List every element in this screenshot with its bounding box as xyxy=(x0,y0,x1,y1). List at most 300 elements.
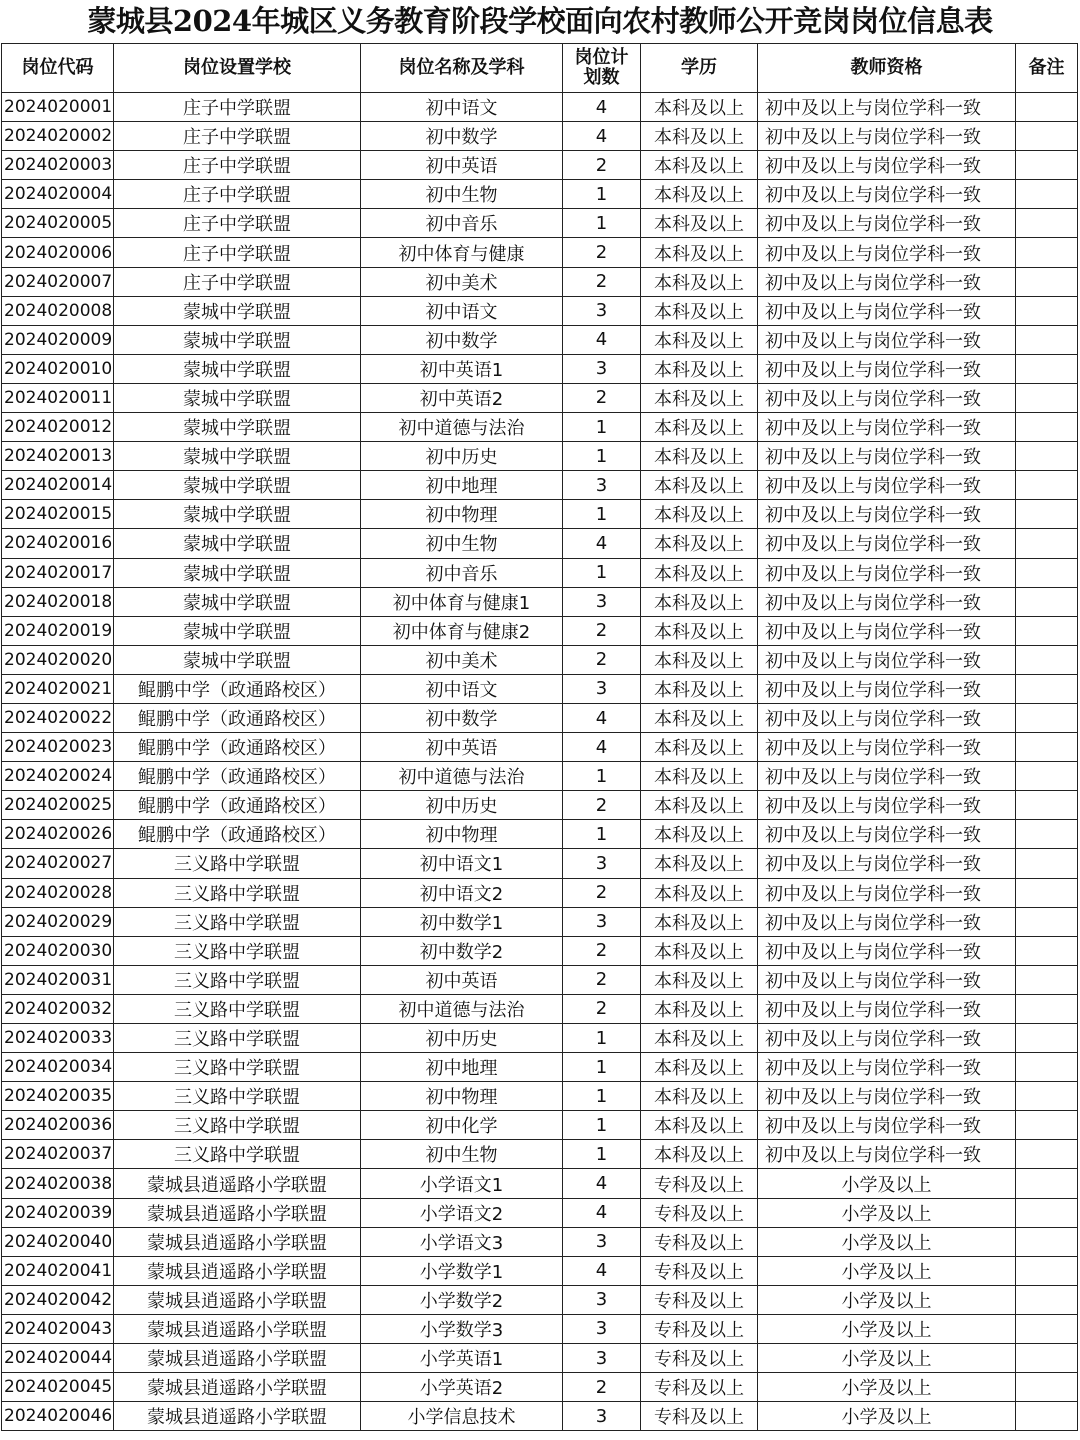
cell-remark xyxy=(1016,674,1078,703)
cell-remark xyxy=(1016,238,1078,267)
cell-position: 初中地理 xyxy=(361,1053,563,1082)
cell-code: 2024020016 xyxy=(2,529,114,558)
cell-count: 4 xyxy=(563,529,641,558)
cell-education: 本科及以上 xyxy=(641,674,758,703)
cell-position: 初中物理 xyxy=(361,820,563,849)
cell-remark xyxy=(1016,965,1078,994)
cell-school: 蒙城中学联盟 xyxy=(114,529,361,558)
cell-education: 专科及以上 xyxy=(641,1169,758,1198)
cell-remark xyxy=(1016,354,1078,383)
cell-code: 2024020028 xyxy=(2,878,114,907)
cell-education: 本科及以上 xyxy=(641,587,758,616)
cell-education: 本科及以上 xyxy=(641,354,758,383)
cell-school: 庄子中学联盟 xyxy=(114,180,361,209)
cell-school: 蒙城县逍遥路小学联盟 xyxy=(114,1169,361,1198)
header-code: 岗位代码 xyxy=(2,44,114,93)
cell-count: 2 xyxy=(563,878,641,907)
cell-school: 三义路中学联盟 xyxy=(114,1024,361,1053)
cell-education: 本科及以上 xyxy=(641,180,758,209)
cell-education: 本科及以上 xyxy=(641,616,758,645)
cell-school: 庄子中学联盟 xyxy=(114,93,361,122)
header-position: 岗位名称及学科 xyxy=(361,44,563,93)
cell-count: 1 xyxy=(563,762,641,791)
cell-qualification: 小学及以上 xyxy=(758,1169,1016,1198)
cell-qualification: 初中及以上与岗位学科一致 xyxy=(758,587,1016,616)
table-row xyxy=(2,1024,1078,1053)
cell-count: 2 xyxy=(563,791,641,820)
cell-education: 本科及以上 xyxy=(641,762,758,791)
cell-position: 初中数学 xyxy=(361,122,563,151)
table-row xyxy=(2,500,1078,529)
cell-qualification: 初中及以上与岗位学科一致 xyxy=(758,703,1016,732)
cell-remark xyxy=(1016,383,1078,412)
cell-code: 2024020033 xyxy=(2,1024,114,1053)
header-school: 岗位设置学校 xyxy=(114,44,361,93)
cell-code: 2024020032 xyxy=(2,994,114,1023)
cell-position: 小学语文3 xyxy=(361,1227,563,1256)
table-row xyxy=(2,645,1078,674)
cell-code: 2024020017 xyxy=(2,558,114,587)
cell-school: 三义路中学联盟 xyxy=(114,878,361,907)
cell-position: 小学英语2 xyxy=(361,1373,563,1402)
cell-remark xyxy=(1016,180,1078,209)
cell-position: 小学数学1 xyxy=(361,1256,563,1285)
cell-position: 初中地理 xyxy=(361,471,563,500)
cell-school: 蒙城县逍遥路小学联盟 xyxy=(114,1373,361,1402)
cell-education: 本科及以上 xyxy=(641,645,758,674)
cell-count: 1 xyxy=(563,1140,641,1169)
positions-table xyxy=(1,43,1078,1431)
table-row xyxy=(2,733,1078,762)
cell-position: 初中语文1 xyxy=(361,849,563,878)
cell-position: 初中历史 xyxy=(361,791,563,820)
cell-school: 蒙城中学联盟 xyxy=(114,616,361,645)
table-row xyxy=(2,674,1078,703)
cell-school: 鲲鹏中学（政通路校区） xyxy=(114,674,361,703)
cell-education: 本科及以上 xyxy=(641,267,758,296)
cell-position: 初中英语 xyxy=(361,733,563,762)
cell-remark xyxy=(1016,1227,1078,1256)
cell-qualification: 初中及以上与岗位学科一致 xyxy=(758,93,1016,122)
cell-code: 2024020042 xyxy=(2,1285,114,1314)
table-row xyxy=(2,1344,1078,1373)
cell-school: 庄子中学联盟 xyxy=(114,267,361,296)
cell-code: 2024020008 xyxy=(2,296,114,325)
cell-education: 本科及以上 xyxy=(641,791,758,820)
cell-qualification: 小学及以上 xyxy=(758,1373,1016,1402)
table-row xyxy=(2,1111,1078,1140)
cell-position: 初中美术 xyxy=(361,645,563,674)
cell-education: 本科及以上 xyxy=(641,1053,758,1082)
table-row xyxy=(2,1198,1078,1227)
cell-remark xyxy=(1016,1373,1078,1402)
cell-qualification: 初中及以上与岗位学科一致 xyxy=(758,471,1016,500)
cell-count: 2 xyxy=(563,994,641,1023)
cell-position: 初中音乐 xyxy=(361,558,563,587)
cell-position: 初中生物 xyxy=(361,1140,563,1169)
cell-code: 2024020039 xyxy=(2,1198,114,1227)
cell-education: 本科及以上 xyxy=(641,442,758,471)
cell-qualification: 初中及以上与岗位学科一致 xyxy=(758,1082,1016,1111)
cell-school: 三义路中学联盟 xyxy=(114,965,361,994)
cell-qualification: 初中及以上与岗位学科一致 xyxy=(758,849,1016,878)
table-row xyxy=(2,820,1078,849)
cell-remark xyxy=(1016,1314,1078,1343)
cell-code: 2024020035 xyxy=(2,1082,114,1111)
cell-school: 三义路中学联盟 xyxy=(114,1082,361,1111)
cell-qualification: 初中及以上与岗位学科一致 xyxy=(758,965,1016,994)
cell-count: 3 xyxy=(563,1402,641,1431)
cell-position: 初中英语1 xyxy=(361,354,563,383)
cell-school: 蒙城中学联盟 xyxy=(114,354,361,383)
cell-qualification: 初中及以上与岗位学科一致 xyxy=(758,354,1016,383)
cell-qualification: 初中及以上与岗位学科一致 xyxy=(758,820,1016,849)
cell-school: 庄子中学联盟 xyxy=(114,209,361,238)
cell-qualification: 初中及以上与岗位学科一致 xyxy=(758,529,1016,558)
cell-remark xyxy=(1016,122,1078,151)
cell-count: 4 xyxy=(563,325,641,354)
cell-remark xyxy=(1016,558,1078,587)
cell-school: 三义路中学联盟 xyxy=(114,1140,361,1169)
cell-education: 本科及以上 xyxy=(641,878,758,907)
cell-education: 专科及以上 xyxy=(641,1373,758,1402)
cell-qualification: 初中及以上与岗位学科一致 xyxy=(758,994,1016,1023)
cell-code: 2024020011 xyxy=(2,383,114,412)
cell-qualification: 初中及以上与岗位学科一致 xyxy=(758,791,1016,820)
cell-qualification: 初中及以上与岗位学科一致 xyxy=(758,1053,1016,1082)
cell-position: 初中历史 xyxy=(361,1024,563,1053)
cell-school: 蒙城县逍遥路小学联盟 xyxy=(114,1256,361,1285)
cell-school: 三义路中学联盟 xyxy=(114,1111,361,1140)
cell-remark xyxy=(1016,791,1078,820)
cell-qualification: 小学及以上 xyxy=(758,1227,1016,1256)
cell-school: 蒙城中学联盟 xyxy=(114,558,361,587)
table-row xyxy=(2,180,1078,209)
cell-code: 2024020012 xyxy=(2,413,114,442)
header-count-text: 岗位计划数 xyxy=(574,47,629,88)
cell-school: 三义路中学联盟 xyxy=(114,849,361,878)
cell-count: 1 xyxy=(563,209,641,238)
table-row xyxy=(2,1140,1078,1169)
cell-code: 2024020027 xyxy=(2,849,114,878)
table-row xyxy=(2,93,1078,122)
cell-count: 1 xyxy=(563,558,641,587)
cell-position: 初中道德与法治 xyxy=(361,762,563,791)
cell-code: 2024020015 xyxy=(2,500,114,529)
table-row xyxy=(2,1314,1078,1343)
cell-school: 三义路中学联盟 xyxy=(114,1053,361,1082)
cell-remark xyxy=(1016,994,1078,1023)
cell-education: 专科及以上 xyxy=(641,1402,758,1431)
table-row xyxy=(2,325,1078,354)
header-row xyxy=(2,44,1078,93)
cell-remark xyxy=(1016,1111,1078,1140)
cell-code: 2024020031 xyxy=(2,965,114,994)
cell-qualification: 初中及以上与岗位学科一致 xyxy=(758,762,1016,791)
cell-qualification: 初中及以上与岗位学科一致 xyxy=(758,936,1016,965)
cell-count: 3 xyxy=(563,1227,641,1256)
cell-code: 2024020003 xyxy=(2,151,114,180)
cell-remark xyxy=(1016,413,1078,442)
cell-position: 小学信息技术 xyxy=(361,1402,563,1431)
cell-remark xyxy=(1016,703,1078,732)
cell-qualification: 初中及以上与岗位学科一致 xyxy=(758,325,1016,354)
cell-count: 2 xyxy=(563,616,641,645)
table-row xyxy=(2,471,1078,500)
table-row xyxy=(2,354,1078,383)
cell-remark xyxy=(1016,645,1078,674)
cell-qualification: 初中及以上与岗位学科一致 xyxy=(758,383,1016,412)
cell-school: 蒙城县逍遥路小学联盟 xyxy=(114,1285,361,1314)
cell-count: 3 xyxy=(563,587,641,616)
cell-count: 3 xyxy=(563,849,641,878)
cell-remark xyxy=(1016,209,1078,238)
cell-remark xyxy=(1016,820,1078,849)
cell-school: 鲲鹏中学（政通路校区） xyxy=(114,733,361,762)
cell-education: 本科及以上 xyxy=(641,122,758,151)
cell-remark xyxy=(1016,733,1078,762)
cell-education: 本科及以上 xyxy=(641,529,758,558)
table-row xyxy=(2,1082,1078,1111)
cell-education: 本科及以上 xyxy=(641,238,758,267)
table-row xyxy=(2,616,1078,645)
cell-count: 4 xyxy=(563,122,641,151)
cell-count: 3 xyxy=(563,1344,641,1373)
cell-count: 1 xyxy=(563,1082,641,1111)
cell-remark xyxy=(1016,1256,1078,1285)
cell-education: 本科及以上 xyxy=(641,820,758,849)
cell-code: 2024020044 xyxy=(2,1344,114,1373)
cell-position: 小学语文2 xyxy=(361,1198,563,1227)
cell-count: 4 xyxy=(563,1256,641,1285)
cell-school: 三义路中学联盟 xyxy=(114,994,361,1023)
cell-school: 蒙城中学联盟 xyxy=(114,500,361,529)
cell-remark xyxy=(1016,1082,1078,1111)
cell-position: 初中英语 xyxy=(361,151,563,180)
cell-education: 本科及以上 xyxy=(641,1082,758,1111)
cell-count: 1 xyxy=(563,1111,641,1140)
table-row xyxy=(2,529,1078,558)
cell-code: 2024020024 xyxy=(2,762,114,791)
cell-education: 专科及以上 xyxy=(641,1227,758,1256)
cell-position: 初中语文 xyxy=(361,93,563,122)
cell-remark xyxy=(1016,762,1078,791)
cell-education: 本科及以上 xyxy=(641,325,758,354)
cell-count: 2 xyxy=(563,238,641,267)
table-row xyxy=(2,442,1078,471)
cell-count: 4 xyxy=(563,703,641,732)
cell-school: 蒙城中学联盟 xyxy=(114,471,361,500)
cell-position: 小学语文1 xyxy=(361,1169,563,1198)
cell-school: 蒙城中学联盟 xyxy=(114,587,361,616)
cell-position: 初中生物 xyxy=(361,180,563,209)
cell-qualification: 小学及以上 xyxy=(758,1402,1016,1431)
cell-remark xyxy=(1016,267,1078,296)
cell-remark xyxy=(1016,587,1078,616)
cell-qualification: 初中及以上与岗位学科一致 xyxy=(758,151,1016,180)
cell-count: 1 xyxy=(563,413,641,442)
cell-school: 鲲鹏中学（政通路校区） xyxy=(114,762,361,791)
cell-remark xyxy=(1016,878,1078,907)
cell-education: 本科及以上 xyxy=(641,907,758,936)
cell-remark xyxy=(1016,1402,1078,1431)
cell-remark xyxy=(1016,325,1078,354)
table-row xyxy=(2,122,1078,151)
table-row xyxy=(2,965,1078,994)
cell-school: 蒙城中学联盟 xyxy=(114,413,361,442)
cell-remark xyxy=(1016,1053,1078,1082)
cell-qualification: 初中及以上与岗位学科一致 xyxy=(758,1111,1016,1140)
cell-qualification: 小学及以上 xyxy=(758,1314,1016,1343)
cell-code: 2024020034 xyxy=(2,1053,114,1082)
header-qualification: 教师资格 xyxy=(758,44,1016,93)
cell-remark xyxy=(1016,471,1078,500)
cell-position: 初中音乐 xyxy=(361,209,563,238)
cell-code: 2024020006 xyxy=(2,238,114,267)
cell-code: 2024020038 xyxy=(2,1169,114,1198)
cell-qualification: 初中及以上与岗位学科一致 xyxy=(758,500,1016,529)
cell-education: 专科及以上 xyxy=(641,1314,758,1343)
cell-school: 蒙城中学联盟 xyxy=(114,645,361,674)
cell-qualification: 初中及以上与岗位学科一致 xyxy=(758,733,1016,762)
cell-remark xyxy=(1016,616,1078,645)
cell-code: 2024020013 xyxy=(2,442,114,471)
cell-code: 2024020046 xyxy=(2,1402,114,1431)
cell-code: 2024020043 xyxy=(2,1314,114,1343)
table-row xyxy=(2,791,1078,820)
cell-qualification: 初中及以上与岗位学科一致 xyxy=(758,645,1016,674)
cell-count: 3 xyxy=(563,471,641,500)
cell-count: 2 xyxy=(563,1373,641,1402)
cell-count: 2 xyxy=(563,383,641,412)
table-row xyxy=(2,209,1078,238)
cell-position: 初中化学 xyxy=(361,1111,563,1140)
cell-code: 2024020026 xyxy=(2,820,114,849)
cell-position: 初中生物 xyxy=(361,529,563,558)
cell-qualification: 初中及以上与岗位学科一致 xyxy=(758,616,1016,645)
table-row xyxy=(2,878,1078,907)
cell-school: 鲲鹏中学（政通路校区） xyxy=(114,820,361,849)
cell-remark xyxy=(1016,151,1078,180)
cell-education: 专科及以上 xyxy=(641,1198,758,1227)
cell-qualification: 初中及以上与岗位学科一致 xyxy=(758,558,1016,587)
cell-code: 2024020014 xyxy=(2,471,114,500)
cell-code: 2024020007 xyxy=(2,267,114,296)
cell-remark xyxy=(1016,529,1078,558)
cell-count: 4 xyxy=(563,1169,641,1198)
cell-qualification: 初中及以上与岗位学科一致 xyxy=(758,1140,1016,1169)
table-row xyxy=(2,1373,1078,1402)
cell-code: 2024020037 xyxy=(2,1140,114,1169)
cell-qualification: 小学及以上 xyxy=(758,1256,1016,1285)
cell-remark xyxy=(1016,1285,1078,1314)
cell-education: 专科及以上 xyxy=(641,1344,758,1373)
cell-count: 1 xyxy=(563,1024,641,1053)
cell-code: 2024020002 xyxy=(2,122,114,151)
cell-count: 3 xyxy=(563,1314,641,1343)
cell-school: 三义路中学联盟 xyxy=(114,907,361,936)
cell-education: 本科及以上 xyxy=(641,703,758,732)
cell-education: 专科及以上 xyxy=(641,1285,758,1314)
header-education: 学历 xyxy=(641,44,758,93)
cell-school: 蒙城中学联盟 xyxy=(114,296,361,325)
cell-qualification: 初中及以上与岗位学科一致 xyxy=(758,267,1016,296)
cell-position: 初中体育与健康2 xyxy=(361,616,563,645)
table-row xyxy=(2,587,1078,616)
cell-qualification: 初中及以上与岗位学科一致 xyxy=(758,296,1016,325)
cell-count: 1 xyxy=(563,1053,641,1082)
cell-education: 本科及以上 xyxy=(641,93,758,122)
cell-position: 小学数学2 xyxy=(361,1285,563,1314)
cell-school: 蒙城县逍遥路小学联盟 xyxy=(114,1314,361,1343)
cell-code: 2024020019 xyxy=(2,616,114,645)
cell-school: 庄子中学联盟 xyxy=(114,151,361,180)
cell-code: 2024020004 xyxy=(2,180,114,209)
cell-remark xyxy=(1016,1140,1078,1169)
table-row xyxy=(2,1053,1078,1082)
cell-education: 本科及以上 xyxy=(641,383,758,412)
table-row xyxy=(2,907,1078,936)
table-row xyxy=(2,383,1078,412)
cell-count: 3 xyxy=(563,907,641,936)
cell-remark xyxy=(1016,936,1078,965)
cell-school: 庄子中学联盟 xyxy=(114,238,361,267)
cell-school: 鲲鹏中学（政通路校区） xyxy=(114,791,361,820)
cell-code: 2024020040 xyxy=(2,1227,114,1256)
cell-qualification: 初中及以上与岗位学科一致 xyxy=(758,238,1016,267)
cell-education: 专科及以上 xyxy=(641,1256,758,1285)
cell-code: 2024020023 xyxy=(2,733,114,762)
cell-education: 本科及以上 xyxy=(641,471,758,500)
cell-remark xyxy=(1016,1024,1078,1053)
cell-education: 本科及以上 xyxy=(641,994,758,1023)
cell-count: 1 xyxy=(563,442,641,471)
cell-code: 2024020021 xyxy=(2,674,114,703)
cell-remark xyxy=(1016,1344,1078,1373)
cell-school: 三义路中学联盟 xyxy=(114,936,361,965)
cell-position: 初中道德与法治 xyxy=(361,994,563,1023)
cell-qualification: 初中及以上与岗位学科一致 xyxy=(758,1024,1016,1053)
cell-position: 初中历史 xyxy=(361,442,563,471)
cell-qualification: 初中及以上与岗位学科一致 xyxy=(758,180,1016,209)
cell-education: 本科及以上 xyxy=(641,1111,758,1140)
cell-position: 初中语文 xyxy=(361,296,563,325)
cell-school: 庄子中学联盟 xyxy=(114,122,361,151)
cell-education: 本科及以上 xyxy=(641,965,758,994)
cell-education: 本科及以上 xyxy=(641,733,758,762)
cell-education: 本科及以上 xyxy=(641,1024,758,1053)
cell-remark xyxy=(1016,1198,1078,1227)
cell-position: 初中数学 xyxy=(361,325,563,354)
cell-count: 2 xyxy=(563,965,641,994)
cell-education: 本科及以上 xyxy=(641,849,758,878)
cell-remark xyxy=(1016,849,1078,878)
cell-school: 蒙城中学联盟 xyxy=(114,325,361,354)
cell-count: 3 xyxy=(563,1285,641,1314)
cell-qualification: 初中及以上与岗位学科一致 xyxy=(758,122,1016,151)
table-row xyxy=(2,267,1078,296)
cell-code: 2024020029 xyxy=(2,907,114,936)
cell-count: 3 xyxy=(563,674,641,703)
cell-count: 1 xyxy=(563,180,641,209)
table-row xyxy=(2,238,1078,267)
table-row xyxy=(2,296,1078,325)
cell-count: 1 xyxy=(563,500,641,529)
cell-remark xyxy=(1016,500,1078,529)
cell-position: 小学英语1 xyxy=(361,1344,563,1373)
cell-position: 初中数学2 xyxy=(361,936,563,965)
cell-education: 本科及以上 xyxy=(641,209,758,238)
